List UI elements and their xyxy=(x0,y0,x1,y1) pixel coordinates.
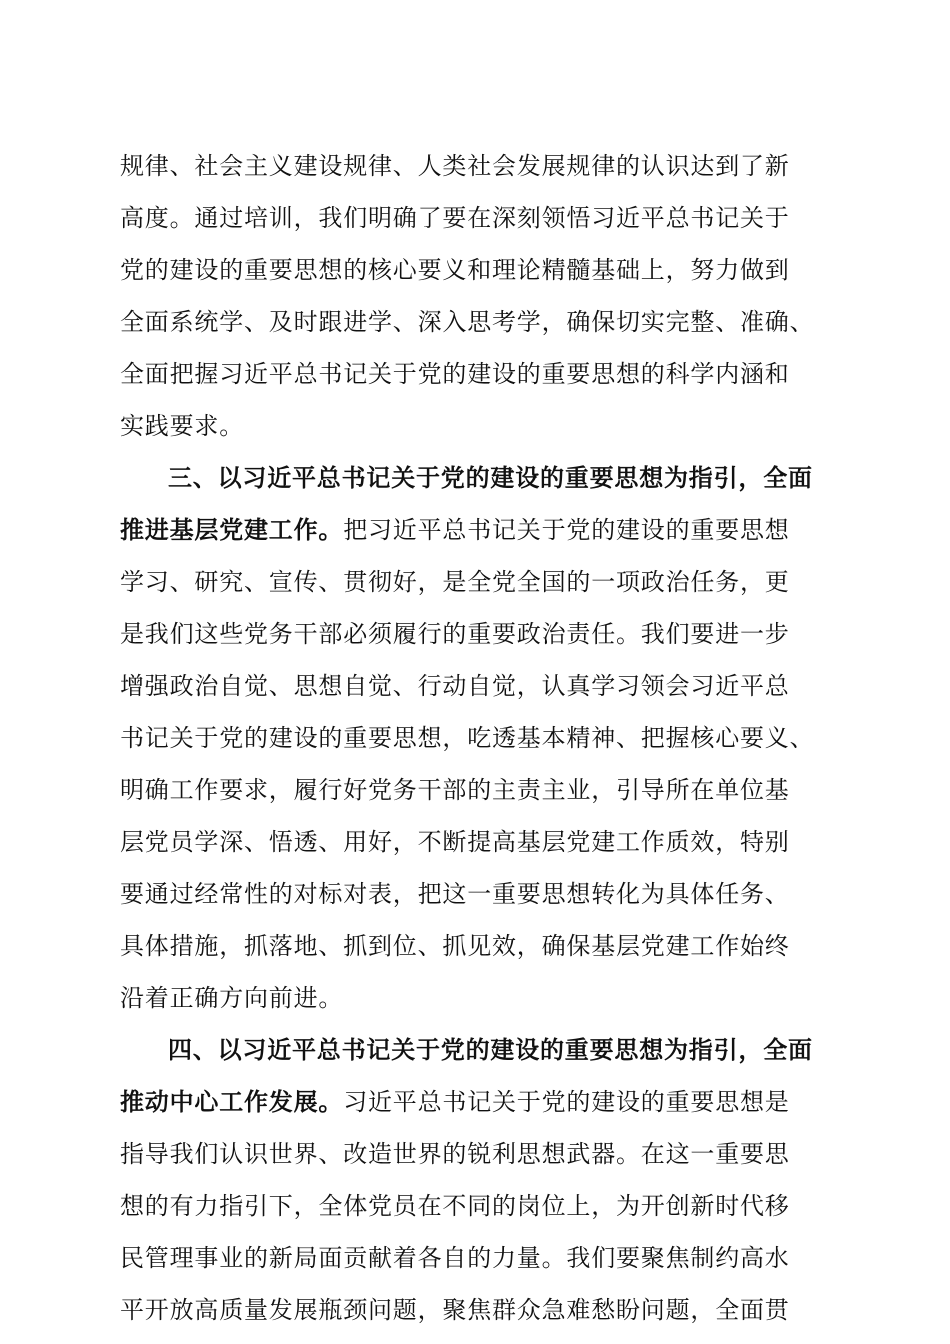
text-line: 全面系统学、及时跟进学、深入思考学，确保切实完整、准确、 xyxy=(120,308,815,336)
text-line: 增强政治自觉、思想自觉、行动自觉，认真学习领会习近平总 xyxy=(120,672,790,700)
text-line: 想的有力指引下，全体党员在不同的岗位上，为开创新时代移 xyxy=(120,1192,790,1220)
text-line: 是我们这些党务干部必须履行的重要政治责任。我们要进一步 xyxy=(120,620,790,648)
section-four-heading: 四、以习近平总书记关于党的建设的重要思想为指引，全面 xyxy=(168,1036,813,1064)
section-four-paragraph xyxy=(120,1024,840,1336)
text-line: 学习、研究、宣传、贯彻好，是全党全国的一项政治任务，更 xyxy=(120,568,790,596)
text-line: 书记关于党的建设的重要思想，吃透基本精神、把握核心要义、 xyxy=(120,724,815,752)
text-line: 民管理事业的新局面贡献着各自的力量。我们要聚焦制约高水 xyxy=(120,1244,790,1272)
text-line: 明确工作要求，履行好党务干部的主责主业，引导所在单位基 xyxy=(120,776,790,804)
text-line: 要通过经常性的对标对表，把这一重要思想转化为具体任务、 xyxy=(120,880,790,908)
section-three-heading-end: 推进基层党建工作。 xyxy=(120,516,344,544)
document-body xyxy=(120,140,840,1336)
text-line: 高度。通过培训，我们明确了要在深刻领悟习近平总书记关于 xyxy=(120,204,790,232)
text-line: 规律、社会主义建设规律、人类社会发展规律的认识达到了新 xyxy=(120,152,790,180)
text-line xyxy=(120,1076,840,1128)
text-line: 实践要求。 xyxy=(120,412,244,440)
section-three-paragraph xyxy=(120,452,840,1024)
text-line: 全面把握习近平总书记关于党的建设的重要思想的科学内涵和 xyxy=(120,360,790,388)
text-line: 指导我们认识世界、改造世界的锐利思想武器。在这一重要思 xyxy=(120,1140,790,1168)
section-three-text: 把习近平总书记关于党的建设的重要思想 xyxy=(343,516,790,544)
section-four-heading-end: 推动中心工作发展。 xyxy=(120,1088,344,1116)
paragraph-continuation xyxy=(120,140,840,452)
text-line: 沿着正确方向前进。 xyxy=(120,984,344,1012)
text-line: 具体措施，抓落地、抓到位、抓见效，确保基层党建工作始终 xyxy=(120,932,790,960)
text-line: 党的建设的重要思想的核心要义和理论精髓基础上，努力做到 xyxy=(120,256,790,284)
section-four-text: 习近平总书记关于党的建设的重要思想是 xyxy=(343,1088,790,1116)
text-line: 层党员学深、悟透、用好，不断提高基层党建工作质效，特别 xyxy=(120,828,790,856)
text-line: 平开放高质量发展瓶颈问题，聚焦群众急难愁盼问题，全面贯 xyxy=(120,1296,790,1324)
text-line xyxy=(120,504,840,556)
section-three-heading: 三、以习近平总书记关于党的建设的重要思想为指引，全面 xyxy=(168,464,813,492)
